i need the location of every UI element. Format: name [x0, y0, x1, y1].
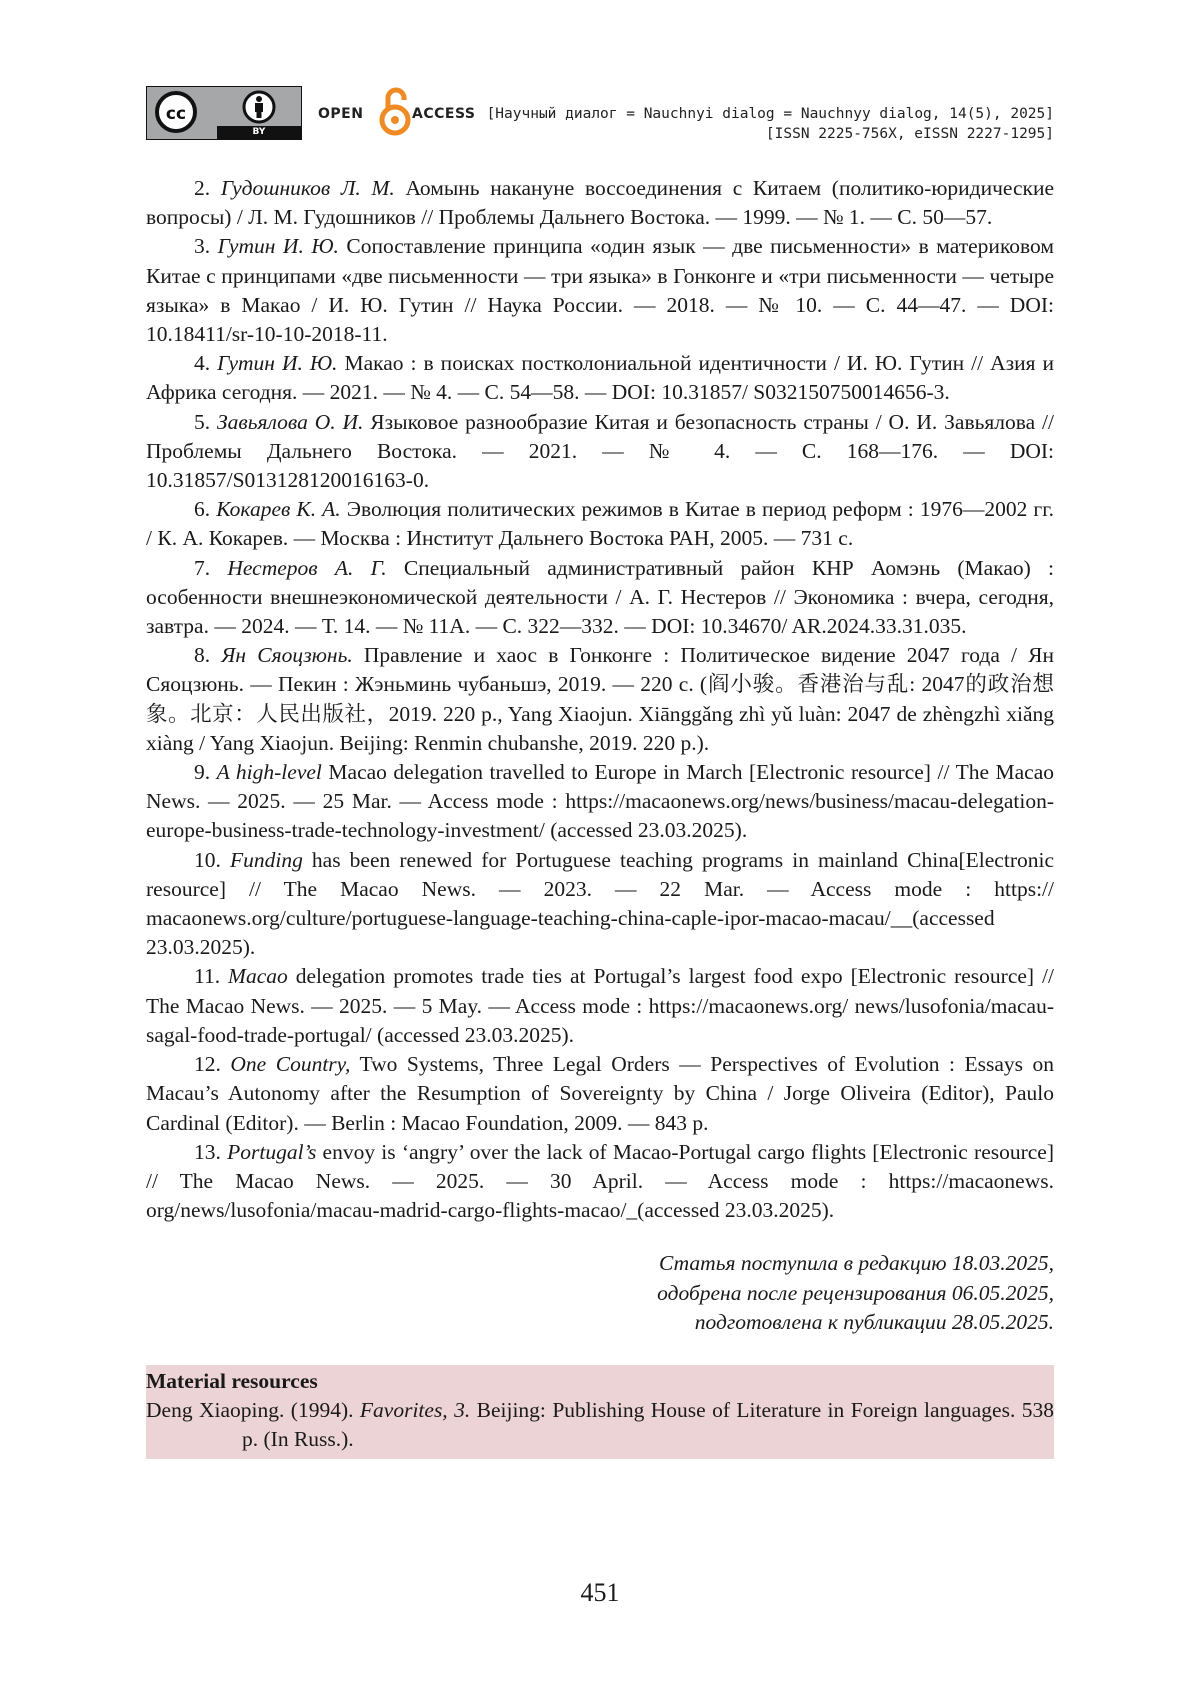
- journal-issn-line: [ISSN 2225-756X, eISSN 2227-1295]: [487, 124, 1054, 144]
- open-access-open-text: OPEN: [318, 106, 363, 122]
- reference-item: 3. Гутин И. Ю. Сопоставление принципа «один язык — две письменности» в ма­териковом Китае с принципами «две письменности — три языка» в Гонконге и «три письменности — четыре языка» в Макао / И. Ю. Гутин // Наука России. — 2018. — № 10. — С. 44—47. — DOI: 10.18411/sr-10-10-2018-11.: [146, 232, 1054, 349]
- open-access-logo: [318, 84, 468, 144]
- open-lock-icon: [378, 84, 412, 140]
- reference-item: 4. Гутин И. Ю. Макао : в поисках постколониальной идентичности / И. Ю. Гу­тин // Азия и Африка сегодня. — 2021. — № 4. — С. 54—58. — DOI: 10.31857/ S032150750014656-3.: [146, 349, 1054, 407]
- received-date: Статья поступила в редакцию 18.03.2025,: [146, 1249, 1054, 1278]
- page-header: [146, 84, 1054, 144]
- article-dates-note: [146, 1249, 1054, 1337]
- reference-item: 12. One Country, Two Systems, Three Legal Orders — Perspectives of Evolution : Es­says on Macau’s Autonomy after the Resumption of Sovereignty by China / Jorge Oliveira (Editor), Paulo Cardinal (Editor). — Berlin : Macao Foundation, 2009. — 843 p.: [146, 1050, 1054, 1138]
- material-resources-block: [146, 1365, 1054, 1459]
- reference-item: 9. A high-level Macao delegation travelled to Europe in March [Electronic resource] // The Macao News. — 2025. — 25 Mar. — Access mode : https://macaonews.org/news/busi­ness/macau-delegation-europe-business-trade-technology-investment/ (accessed 23.03.2025).: [146, 758, 1054, 846]
- creative-commons-icon: [153, 89, 199, 135]
- svg-text:cc: cc: [166, 104, 186, 124]
- reference-item: 6. Кокарев К. А. Эволюция политических режимов в Китае в период реформ : 1976—2002 гг. / К. А. Кокарев. — Москва : Институт Дальнего Востока РАН, 2005. — 731 с.: [146, 495, 1054, 553]
- reference-item: 5. Завьялова О. И. Языковое разнообразие Китая и безопасность страны / О. И. За­вьялова // Проблемы Дальнего Востока. — 2021. — № 4. — С. 168—176. — DOI: 10.31857/S013128120016163-0.: [146, 408, 1054, 496]
- reference-item: 2. Гудошников Л. М. Аомынь накануне воссоединения с Китаем (политико-юриди­ческие вопросы) / Л. М. Гудошников // Проблемы Дальнего Востока. — 1999. — № 1. — С. 50—57.: [146, 174, 1054, 232]
- by-label: BY: [217, 126, 301, 139]
- attribution-person-icon: [239, 87, 279, 127]
- references-content: [146, 174, 1054, 1459]
- material-resource-item: Deng Xiaoping. (1994). Favorites, 3. Beijing: Publishing House of Literature in Foreign lan­guages. 538 p. (In Russ.).: [146, 1396, 1054, 1454]
- reference-item: 11. Macao delegation promotes trade ties at Portugal’s largest food expo [Electronic re­source] // The Macao News. — 2025. — 5 May. — Access mode : https://macaonews.org/ news/lusofonia/macau-sagal-food-trade-portugal/ (accessed 23.03.2025).: [146, 962, 1054, 1050]
- cc-by-license-badge: [146, 86, 302, 140]
- reference-list: [146, 174, 1054, 1225]
- reference-item: 8. Ян Сяоцзюнь. Правление и хаос в Гонконге : Политическое видение 2047 года / Ян Сяоцзюнь. — Пекин : Жэньминь чубаньшэ, 2019. — 220 с. (阎小骏。香港治与乱: 2047的政治想象。北京：人民出版社，2019. 220 p., Yang Xiaojun. Xiānggǎng zhì yǔ luàn: 2047 de zhèngzhì xiǎng xiàng / Yang Xiaojun. Beijing: Renmin chubanshe, 2019. 220 p.).: [146, 641, 1054, 758]
- journal-citation: [487, 104, 1054, 144]
- page-number: 451: [0, 1578, 1200, 1608]
- open-access-access-text: ACCESS: [412, 106, 475, 122]
- reference-item: 13. Portugal’s envoy is ‘angry’ over the lack of Macao-Portugal cargo flights [Electron­ic resource] // The Macao News. — 2025. — 30 April. — Access mode : https://macaonews. org/news/lusofonia/macau-madrid-cargo-flights-macao/_(accessed 23.03.2025).: [146, 1138, 1054, 1226]
- reference-item: 7. Нестеров А. Г. Специальный административный район КНР Аомэнь (Макао) : особенности внешнеэкономической деятельности / А. Г. Нестеров // Экономика : вче­ра, сегодня, завтра. — 2024. — Т. 14. — № 11А. — С. 322—332. — DOI: 10.34670/ AR.2024.33.31.035.: [146, 554, 1054, 642]
- journal-title-line: [Научный диалог = Nauchnyi dialog = Nauchnyy dialog, 14(5), 2025]: [487, 104, 1054, 124]
- prepared-date: подготовлена к публикации 28.05.2025.: [146, 1308, 1054, 1337]
- material-resources-heading: Material resources: [146, 1367, 1054, 1396]
- approved-date: одобрена после рецензирования 06.05.2025,: [146, 1279, 1054, 1308]
- reference-item: 10. Funding has been renewed for Portuguese teaching programs in mainland China[Electronic resource] // The Macao News. — 2023. — 22 Mar. — Access mode : https:// macaonews.org/culture/portuguese-language-teaching-china-caple-ipor-macao-macau/__(ac­cessed 23.03.2025).: [146, 846, 1054, 963]
